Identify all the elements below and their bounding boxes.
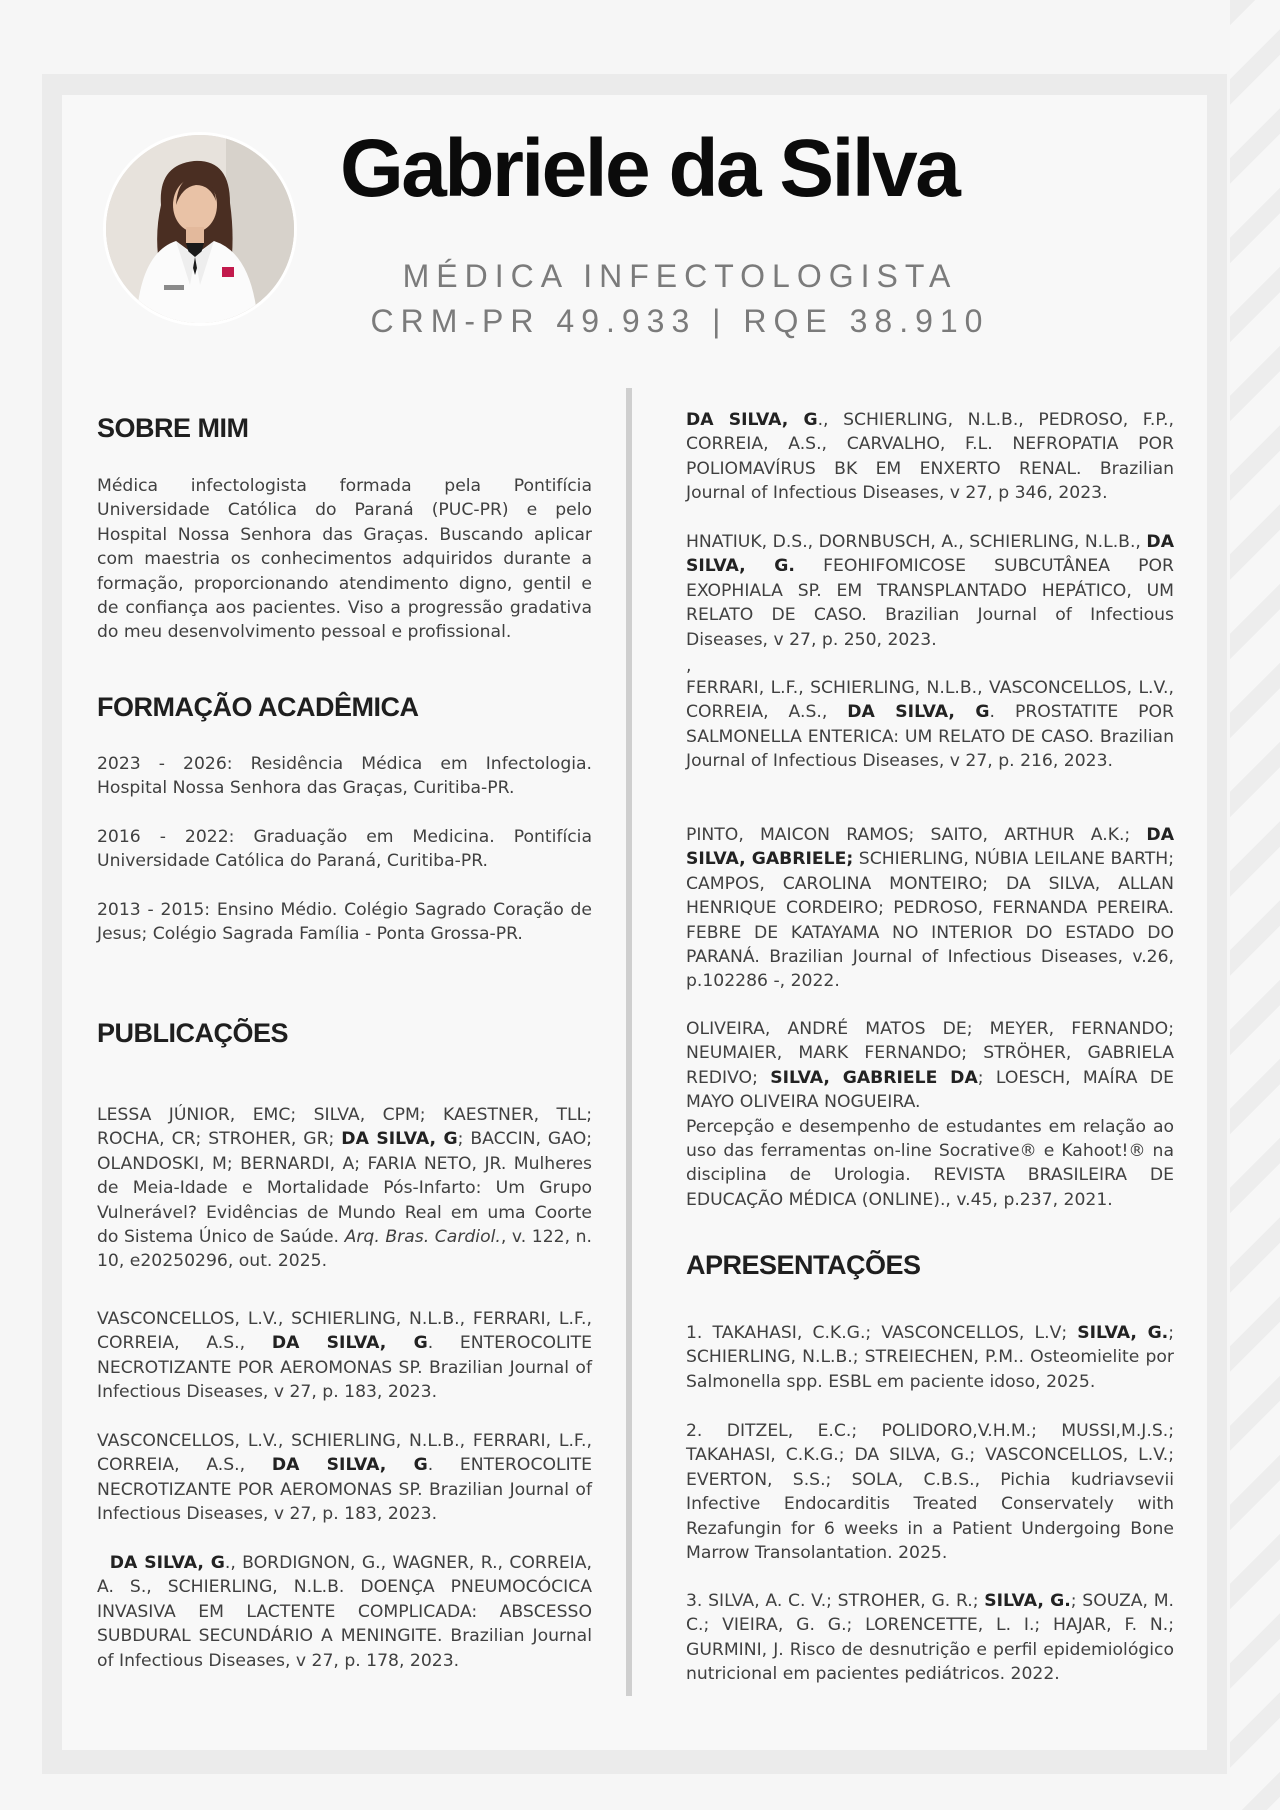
registration-numbers: CRM-PR 49.933 | RQE 38.910: [370, 303, 990, 339]
professional-title: MÉDICA INFECTOLOGISTA: [402, 258, 958, 294]
stray-comma: ,: [686, 656, 692, 676]
publication-details: ; LOESCH, MAÍRA DE MAYO OLIVEIRA NOGUEIRA.: [686, 1067, 1174, 1113]
about-text: Médica infectologista formada pela Pontifícia Universidade Católica do Paraná (PUC-PR) e pelo Hospital Nossa Senhora das Graças. Buscando aplicar com maestria os conhecimentos adquiridos durante a formação, proporcionando atendimento digno, gentil e de confiança aos pacientes. Viso a progressão gradativa do meu desenvolvimento pessoal e profissional.: [97, 476, 592, 643]
publication-item: [97, 1307, 592, 1405]
presentation-details: ; SOUZA, M. C.; VIEIRA, G. G.; LORENCETTE, L. I.; HAJAR, F. N.; GURMINI, J. Risco de desnutrição e perfil epidemiológico nutricional em pacientes pediátricos. 2022.: [686, 1591, 1175, 1685]
publication-highlight: DA SILVA, G: [271, 1333, 428, 1354]
education-item: 2016 - 2022: Graduação em Medicina. Pontifícia Universidade Católica do Paraná, Curitiba-PR.: [97, 827, 592, 872]
publication-item: [686, 530, 1174, 652]
publication-item: [686, 676, 1174, 774]
publication-authors: VASCONCELLOS, L.V., SCHIERLING, N.L.B., FERRARI, L.F., CORREIA, A.S.,: [97, 1309, 592, 1354]
publication-details: ., SCHIERLING, N.L.B., PEDROSO, F.P., CORREIA, A.S., CARVALHO, F.L. NEFROPATIA POR POLIOMAVÍRUS BK EM ENXERTO RENAL. Brazilian Journal of Infectious Diseases, v 27, p 346, 2023.: [686, 410, 1174, 504]
presentation-item: [686, 1589, 1174, 1687]
presentations-heading: APRESENTAÇÕES: [686, 1250, 921, 1280]
publication-authors: OLIVEIRA, ANDRÉ MATOS DE; MEYER, FERNANDO; NEUMAIER, MARK FERNANDO; STRÖHER, GABRIELA REDIVO;: [686, 1019, 1174, 1088]
publication-authors: LESSA JÚNIOR, EMC; SILVA, CPM; KAESTNER, TLL; ROCHA, CR; STROHER, GR;: [97, 1105, 592, 1150]
publication-citation: Percepção e desempenho de estudantes em relação ao uso das ferramentas on-line Socrative® e Kahoot!® na disciplina de Urologia. REVISTA BRASILEIRA DE EDUCAÇÃO MÉDICA (ONLINE)., v.45, p.237, 2021.: [686, 1116, 1174, 1210]
publication-indent: [97, 1553, 110, 1573]
publication-details: SCHIERLING, NÚBIA LEILANE BARTH; CAMPOS, CAROLINA MONTEIRO; DA SILVA, ALLAN HENRIQUE CORDEIRO; PEDROSO, FERNANDA PEREIRA. FEBRE DE KATAYAMA NO INTERIOR DO ESTADO DO PARANÁ. Brazilian Journal of Infectious Diseases, v.26, p.102286 -, 2022.: [686, 849, 1174, 992]
publication-details: . PROSTATITE POR SALMONELLA ENTERICA: UM RELATO DE CASO. Brazilian Journal of Infectious Diseases, v 27, p. 216, 2023.: [686, 702, 1175, 772]
publication-journal: Arq. Bras. Cardiol.: [344, 1227, 501, 1248]
education-heading: FORMAÇÃO ACADÊMICA: [97, 692, 419, 722]
publication-highlight: SILVA, GABRIELE DA: [770, 1067, 978, 1088]
presentation-highlight: SILVA, G.: [984, 1591, 1071, 1611]
portrait-illustration: [106, 135, 294, 323]
column-divider: [626, 388, 632, 1696]
presentation-text: 2. DITZEL, E.C.; POLIDORO,V.H.M.; MUSSI,M.J.S.; TAKAHASI, C.K.G.; DA SILVA, G.; VASCONCELLOS, L.V.; EVERTON, S.S.; SOLA, C.B.S., Pichia kudriavsevii Infective Endocarditis Treated Conservately with Rezafungin for 6 weeks in a Patient Undergoing Bone Marrow Transolantation. 2025.: [686, 1421, 1174, 1564]
publication-item: [686, 408, 1174, 506]
publication-authors: HNATIUK, D.S., DORNBUSCH, A., SCHIERLING, N.L.B.,: [686, 532, 1147, 552]
publication-highlight: DA SILVA, GABRIELE;: [686, 825, 1174, 870]
full-name: Gabriele da Silva: [340, 123, 959, 214]
publication-item: [97, 1429, 592, 1527]
decorative-stripes: [1230, 0, 1280, 1810]
publication-details: FEOHIFOMICOSE SUBCUTÂNEA POR EXOPHIALA SP. EM TRANSPLANTADO HEPÁTICO, UM RELATO DE CASO. Brazilian Journal of Infectious Diseases, v 27, p. 250, 2023.: [686, 556, 1175, 650]
presentation-item: [686, 1419, 1174, 1565]
publication-item: [686, 823, 1174, 994]
presentation-item: [686, 1321, 1174, 1394]
publication-highlight: DA SILVA, G: [847, 702, 990, 723]
publication-authors: VASCONCELLOS, L.V., SCHIERLING, N.L.B., FERRARI, L.F., CORREIA, A.S.,: [97, 1431, 592, 1476]
presentation-authors: 3. SILVA, A. C. V.; STROHER, G. R.;: [686, 1591, 985, 1611]
presentation-authors: 1. TAKAHASI, C.K.G.; VASCONCELLOS, L.V;: [686, 1323, 1078, 1343]
publication-details: . ENTEROCOLITE NECROTIZANTE POR AEROMONAS SP. Brazilian Journal of Infectious Diseases, v 27, p. 183, 2023.: [97, 1455, 592, 1525]
publication-highlight: DA SILVA, G: [341, 1129, 458, 1150]
publication-item: [97, 1551, 598, 1673]
publication-item: [97, 1103, 592, 1274]
education-item: 2013 - 2015: Ensino Médio. Colégio Sagrado Coração de Jesus; Colégio Sagrada Família - Ponta Grossa-PR.: [97, 900, 592, 945]
publication-details: . ENTEROCOLITE NECROTIZANTE POR AEROMONAS SP. Brazilian Journal of Infectious Diseases, v 27, p. 183, 2023.: [97, 1333, 592, 1403]
publication-highlight: DA SILVA, G: [271, 1455, 428, 1476]
presentation-highlight: SILVA, G.: [1077, 1323, 1169, 1343]
publication-item: [686, 1017, 1174, 1212]
publications-heading: PUBLICAÇÕES: [97, 1018, 289, 1048]
profile-photo: [103, 132, 297, 326]
presentation-details: ; SCHIERLING, N.L.B.; STREIECHEN, P.M.. Osteomielite por Salmonella spp. ESBL em paciente idoso, 2025.: [686, 1323, 1175, 1392]
publication-authors: FERRARI, L.F., SCHIERLING, N.L.B., VASCONCELLOS, L.V., CORREIA, A.S.,: [686, 678, 1174, 723]
publication-citation: , v. 122, n. 10, e20250296, out. 2025.: [97, 1227, 592, 1272]
publication-highlight: DA SILVA, G: [109, 1553, 225, 1573]
publication-details: ; BACCIN, GAO; OLANDOSKI, M; BERNARDI, A; FARIA NETO, JR. Mulheres de Meia-Idade e Mortalidade Pós-Infarto: Um Grupo Vulnerável? Evidências de Mundo Real em uma Coorte do Sistema Único de Saúde.: [97, 1129, 593, 1248]
publication-highlight: DA SILVA, G: [686, 410, 818, 430]
publication-highlight: DA SILVA, G.: [686, 532, 1174, 577]
about-heading: SOBRE MIM: [97, 413, 249, 443]
publication-details: ., BORDIGNON, G., WAGNER, R., CORREIA, A. S., SCHIERLING, N.L.B. DOENÇA PNEUMOCÓCICA INVASIVA EM LACTENTE COMPLICADA: ABSCESSO SUBDURAL SECUNDÁRIO A MENINGITE. Brazilian Journal of Infectious Diseases, v 27, p. 178, 2023.: [97, 1553, 598, 1671]
education-item: 2023 - 2026: Residência Médica em Infectologia. Hospital Nossa Senhora das Graças, Curitiba-PR.: [97, 754, 592, 799]
publication-authors: PINTO, MAICON RAMOS; SAITO, ARTHUR A.K.;: [686, 825, 1147, 845]
